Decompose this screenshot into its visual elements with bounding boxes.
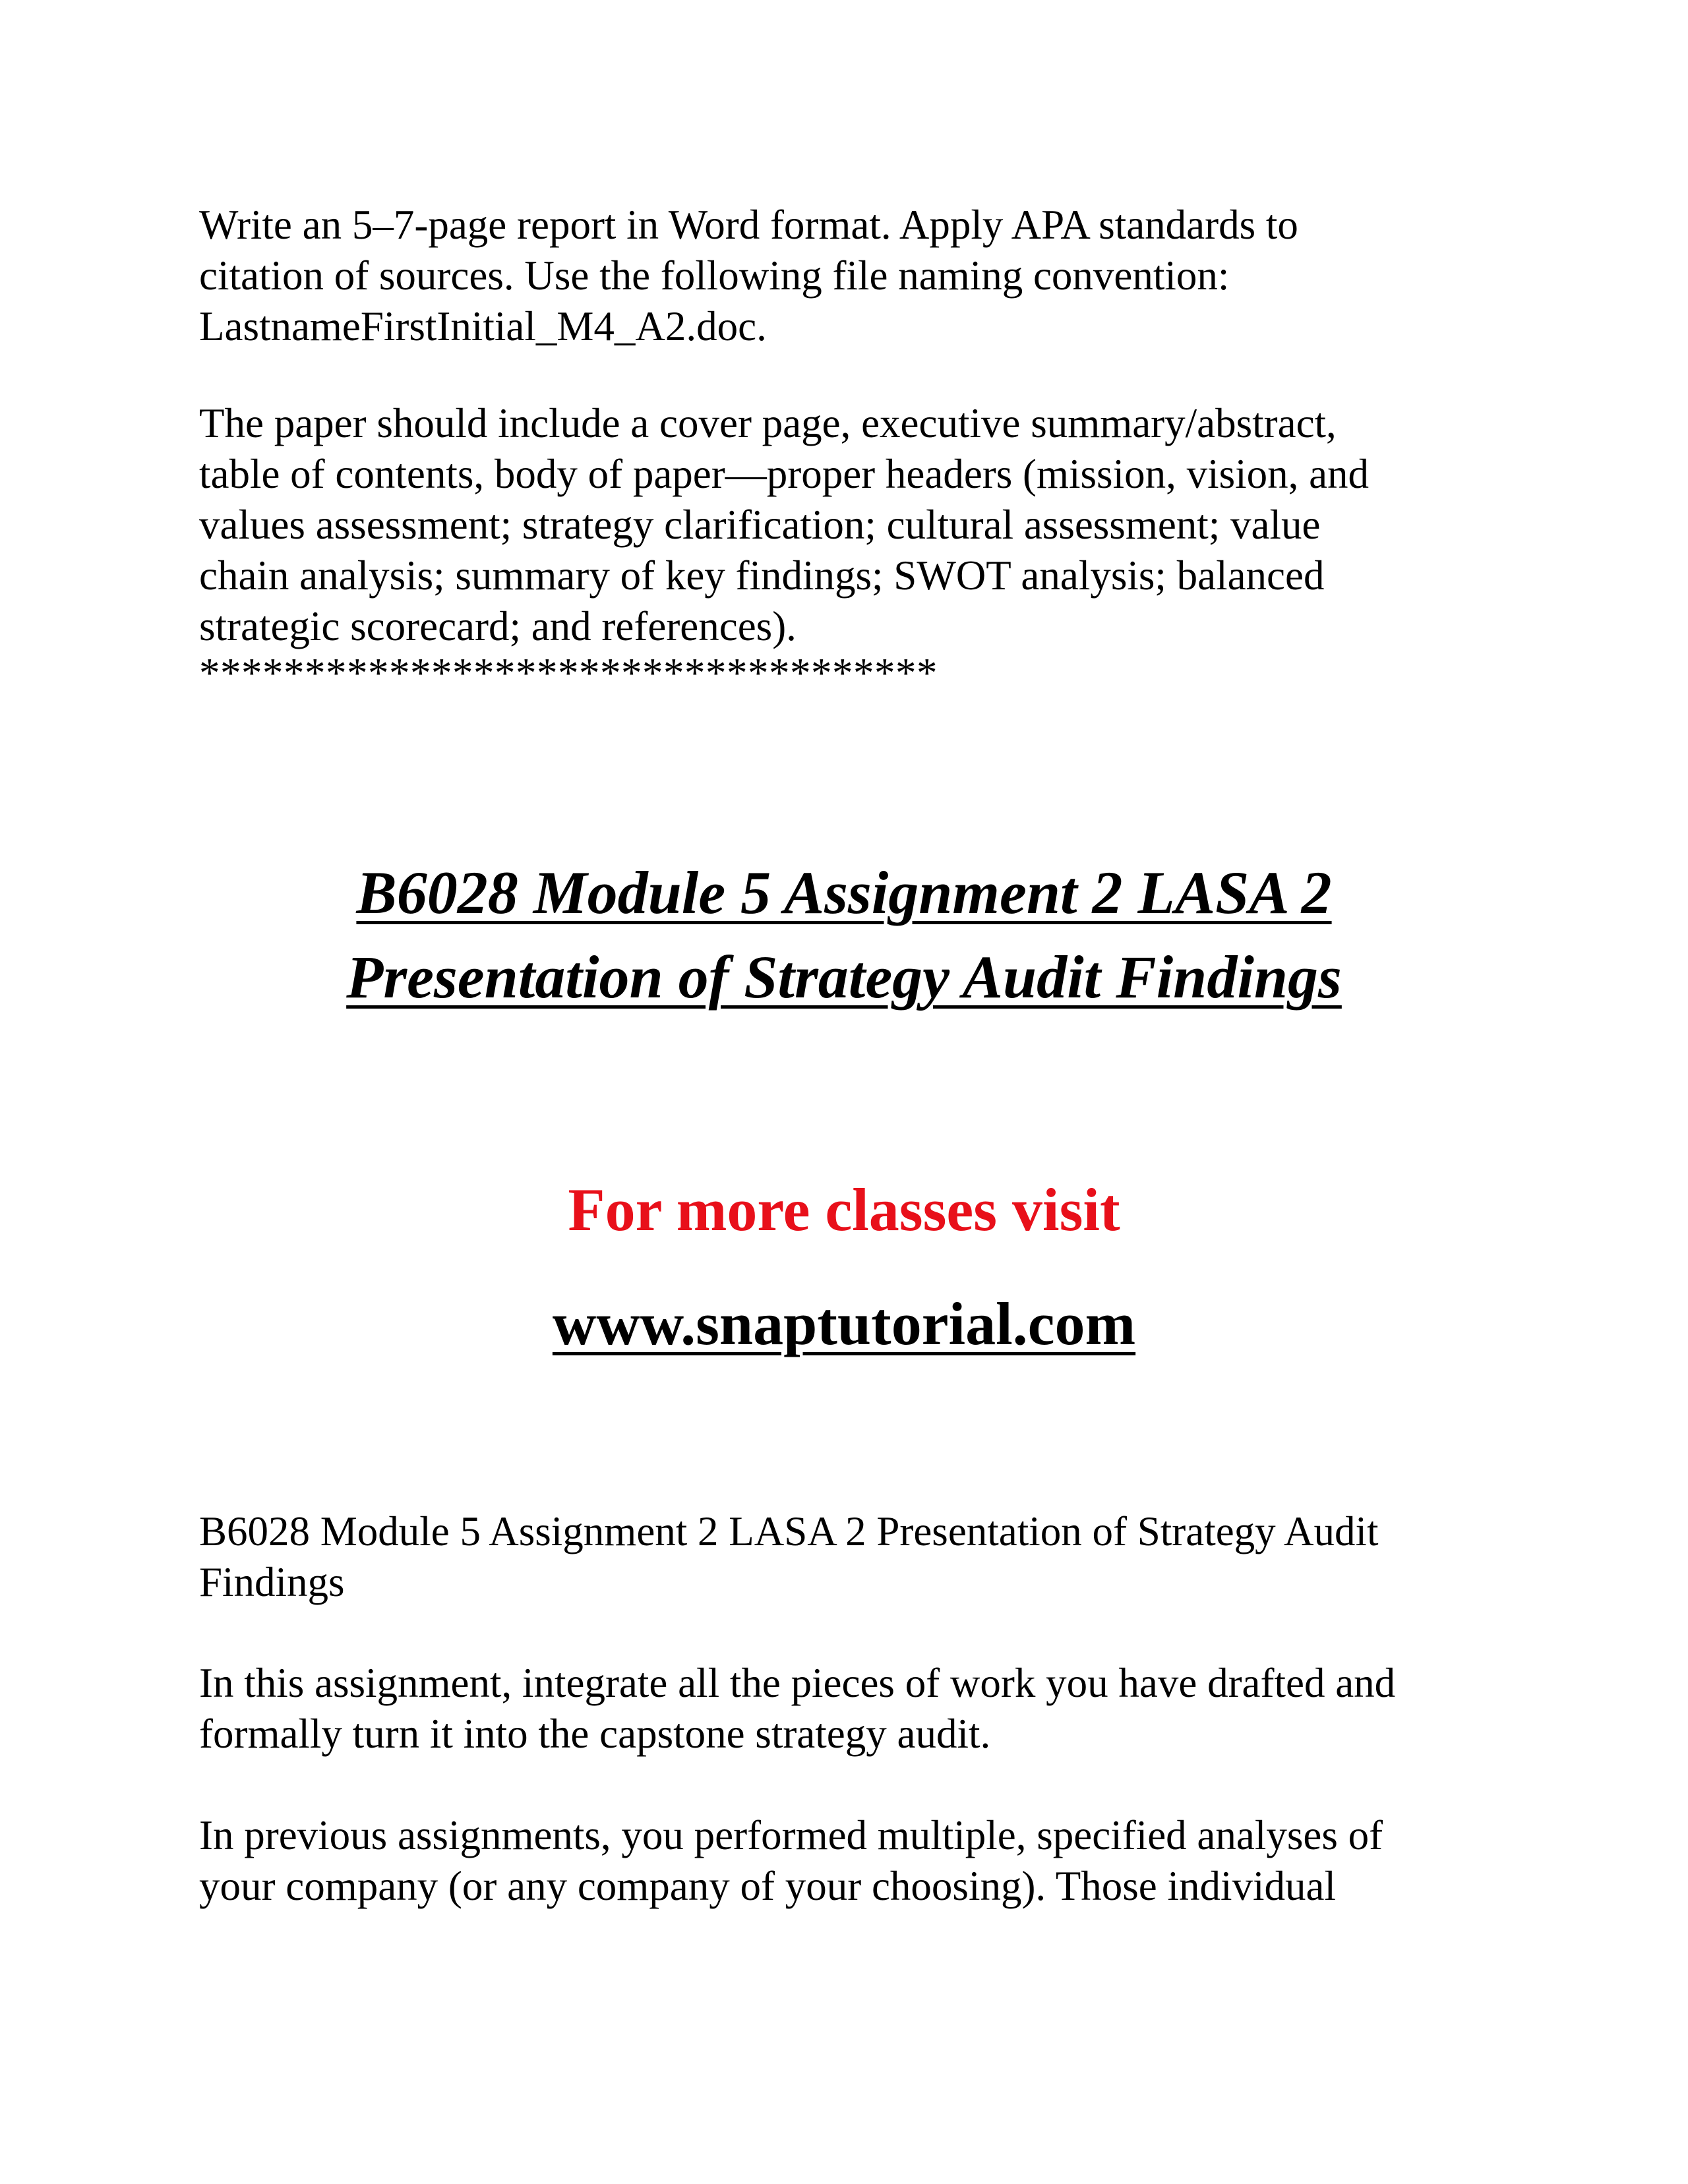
- requirements-line-2: table of contents, body of paper—proper headers (mission, vision, and: [199, 451, 1370, 497]
- requirements-line-3: values assessment; strategy clarification; cultural assessment; value: [199, 502, 1321, 548]
- intro-line-3: LastnameFirstInitial_M4_A2.doc.: [199, 303, 767, 349]
- assignment-intro-line-2: formally turn it into the capstone strategy audit.: [199, 1711, 991, 1757]
- body-title-line-1: B6028 Module 5 Assignment 2 LASA 2 Presentation of Strategy Audit: [199, 1508, 1379, 1554]
- previous-paragraph: [199, 1810, 1518, 1912]
- requirements-line-4: chain analysis; summary of key findings; SWOT analysis; balanced: [199, 552, 1325, 599]
- intro-line-2: citation of sources. Use the following file naming convention:: [199, 252, 1230, 299]
- document-title: [0, 850, 1688, 1019]
- body-title-paragraph: [199, 1506, 1518, 1608]
- requirements-paragraph: [199, 398, 1518, 652]
- previous-line-1: In previous assignments, you performed multiple, specified analyses of: [199, 1812, 1383, 1858]
- title-line-1: B6028 Module 5 Assignment 2 LASA 2: [356, 859, 1332, 926]
- title-line-2: Presentation of Strategy Audit Findings: [346, 943, 1342, 1011]
- requirements-line-1: The paper should include a cover page, executive summary/abstract,: [199, 400, 1337, 446]
- assignment-intro-paragraph: [199, 1658, 1518, 1759]
- promo-link-block: [0, 1284, 1688, 1363]
- intro-line-1: Write an 5–7-page report in Word format. Apply APA standards to: [199, 202, 1298, 248]
- promo-block: [0, 1170, 1688, 1249]
- intro-paragraph: [199, 200, 1518, 352]
- previous-line-2: your company (or any company of your choosing). Those individual: [199, 1863, 1336, 1909]
- assignment-intro-line-1: In this assignment, integrate all the pieces of work you have drafted and: [199, 1660, 1396, 1706]
- promo-link[interactable]: www.snaptutorial.com: [552, 1290, 1136, 1357]
- body-title-line-2: Findings: [199, 1559, 345, 1605]
- asterisk-separator: ***********************************: [199, 650, 938, 696]
- requirements-line-5: strategic scorecard; and references).: [199, 603, 797, 649]
- promo-text: For more classes visit: [568, 1176, 1120, 1243]
